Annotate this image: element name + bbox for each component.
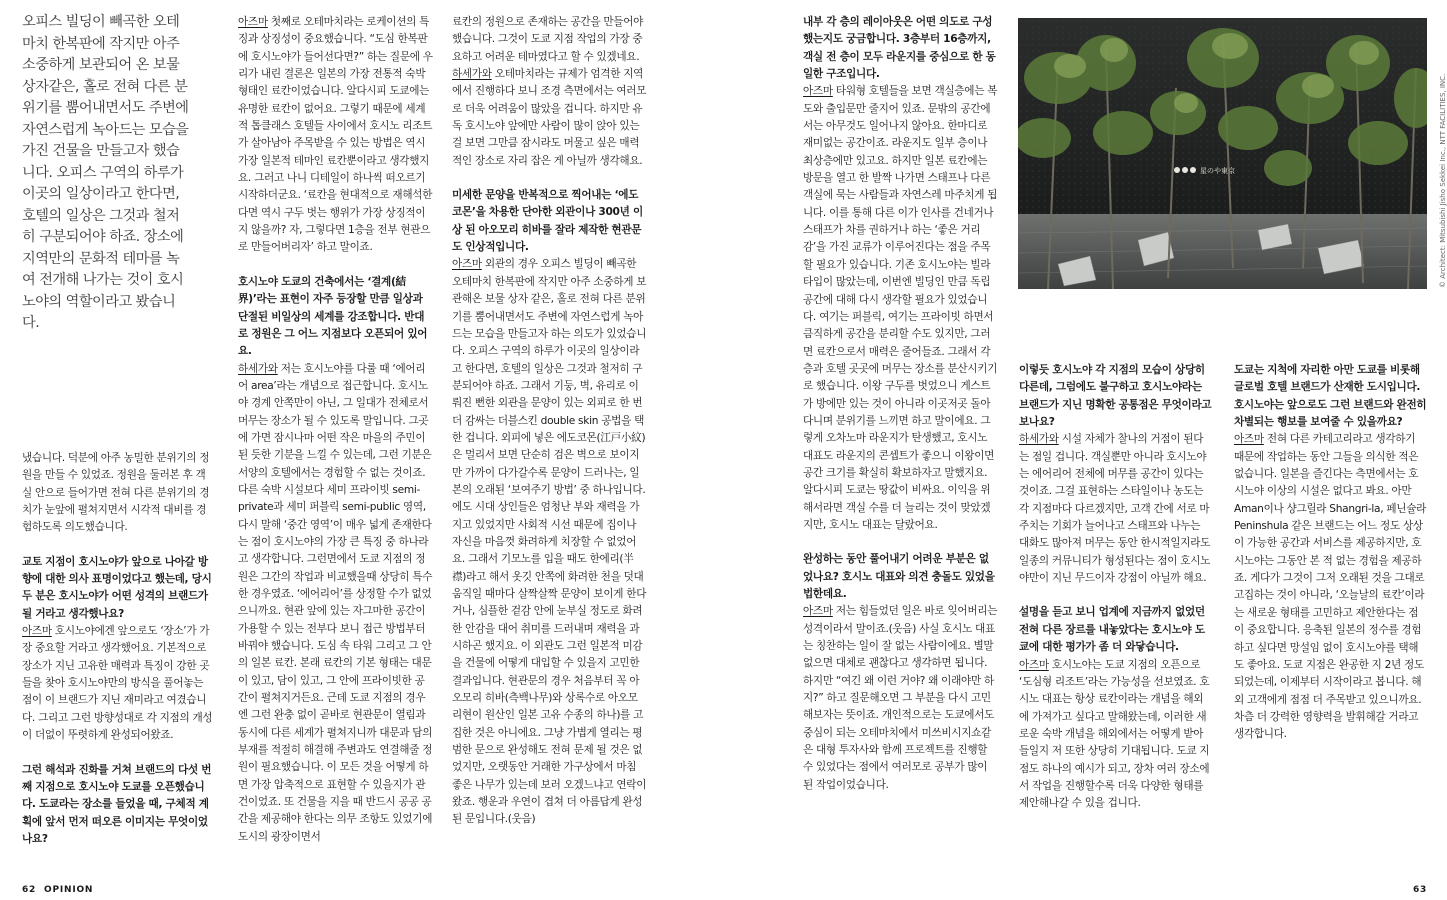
section-name: OPINION xyxy=(44,885,94,895)
speaker-name: 하세가와 xyxy=(1019,433,1059,446)
answer: 하세가와 오테마치라는 규제가 엄격한 지역에서 진행하다 보니 조경 측면에서는 여러모로 더욱 어려움이 많았을 겁니다. 하지만 유독 호시노야 앞에만 사람이 많이 앉아 있는 걸 보면 그만큼 잠시라도 머물고 싶은 매력적인 장소로 자리 잡은 게 아닐까 생각해요. xyxy=(452,68,647,167)
question: 완성하는 동안 풀어내기 어려운 부분은 없었나요? 호시노 대표와 의견 충돌도 있었을 법한데요. xyxy=(803,553,995,600)
column-1 xyxy=(22,450,215,848)
speaker-name: 아즈마 xyxy=(1019,658,1049,671)
answer: 아즈마 전혀 다른 카테고리라고 생각하기 때문에 작업하는 동안 그들을 의식한 적은 없습니다. 일본을 즐긴다는 측면에서는 호시노야 이상의 시설은 없다고 봐요. 아만 Aman이나 샹그릴라 Shangri-la, 페닌슐라 Peninshula 같은 브랜드는 어느 정도 상상이 가능한 공간과 서비스를 제공하지만, 호시노야는 그동안 본 적 없는 경험을 제공하죠. 게다가 그것이 그저 오래된 것을 그대로 고집하는 것이 아니라, ‘오늘날의 료칸’이라는 새로운 형태를 고민하고 제안한다는 점이 중요합니다. 응축된 일본의 정수를 경험하고 싶다면 망설임 없이 호시노야를 택해도 좋아요. 도쿄 지점은 완공한 지 2년 정도 되었는데, 이제부터 시작이라고 봅니다. 해외 고객에게 점점 더 주목받고 있으니까요. 차츰 더 강력한 영향력을 발휘해갈 거라고 생각합니다. xyxy=(1234,433,1427,741)
question: 교토 지점이 호시노야가 앞으로 나아갈 방향에 대한 의사 표명이었다고 했는데, 당시 두 분은 호시노야가 어떤 성격의 브랜드가 될 거라고 생각했나요? xyxy=(22,555,212,620)
answer: 아즈마 호시노야에겐 앞으로도 ‘장소’가 가장 중요할 거라고 생각했어요. 기본적으로 장소가 지닌 고유한 매력과 특징이 강한 곳들을 찾아 호시노야만의 방식을 풀어놓는 점이 이 브랜드가 지닌 재미라고 여겼습니다. 그리고 그런 방향성대로 각 지점의 개성이 더없이 뚜렷하게 완성되어왔죠. xyxy=(22,625,213,742)
speaker-name: 아즈마 xyxy=(803,605,833,618)
pull-quote: 오피스 빌딩이 빼곡한 오테마치 한복판에 작지만 아주 소중하게 보관되어 온 보물 상자같은, 홀로 전혀 다른 분위기를 뿜어내면서도 주변에 자연스럽게 녹아드는 모습을 가진 건물을 만들고자 했습니다. 오피스 구역의 하루가 이곳의 일상이라고 한다면, 호텔의 일상은 그것과 철저히 구분되어야 하죠. 장소에 지역만의 문화적 테마를 녹여 전개해 나가는 것이 호시노야의 역할이라고 봤습니다. xyxy=(22,14,189,331)
speaker-name: 하세가와 xyxy=(238,362,278,375)
answer: 아즈마 타워형 호텔들을 보면 객실층에는 복도와 출입문만 줄지어 있죠. 문밖의 공간에서는 아무것도 일어나지 않아요. 한마디로 재미없는 공간이죠. 라운지도 일부 층이나 최상층에만 있고요. 하지만 일본 료칸에는 방문을 열고 한 발짝 나가면 스태프나 다른 객실에 묵는 사람들과 자연스레 마주치게 됩니다. 이를 통해 다른 이가 인사를 건네거나 스태프가 차를 권하거나 하는 ‘좋은 거리감’을 가진 교류가 이루어진다는 점을 주목할 필요가 있습니다. 기존 호시노야는 빌라 타입이 많았는데, 이번엔 빌딩인 만큼 독립 공간에 대해 다시 생각할 필요가 있었습니다. 여기는 퍼블릭, 여기는 프라이빗 하면서 큼직하게 공간을 분리할 수도 있지만, 그러면 료칸으로서 매력은 줄어들죠. 그래서 각 층과 호텔 곳곳에 머무는 장소를 분산시키기로 했습니다. 이왕 구두를 벗었으니 게스트가 방에만 있는 것이 아니라 이곳저곳 돌아다니며 분위기를 느끼면 하고 말이에요. 그렇게 오차노마 라운지가 탄생했고, 호시노 대표도 라운지의 콘셉트가 좋으니 이왕이면 공간 크기를 확실히 확보하자고 말했지요. 알다시피 도쿄는 땅값이 비싸요. 이익을 위해서라면 객실 수를 더 늘리는 것이 맞았겠지만, 호시노 대표는 달랐어요. xyxy=(803,85,998,531)
question: 도쿄는 지척에 자리한 아만 도쿄를 비롯해 글로벌 호텔 브랜드가 산재한 도시입니다. 호시노야는 앞으로도 그런 브랜드와 완전히 차별되는 행보를 보여줄 수 있을까요? xyxy=(1234,364,1427,429)
answer: 아즈마 호시노야는 도쿄 지점의 오픈으로 ‘도심형 리조트’라는 가능성을 선보였죠. 호시노 대표는 항상 료칸이라는 개념을 해외에 가져가고 싶다고 말해왔는데, 이러한 새로운 숙박 개념을 해외에서는 어떻게 받아들일지 저 또한 상당히 기대됩니다. 도쿄 지점도 하나의 예시가 되고, 장차 여러 장소에서 작업을 진행할수록 더욱 다양한 형태를 제안해나갈 수 있을 겁니다. xyxy=(1019,658,1210,810)
page-number-left: 62 xyxy=(22,885,37,895)
question: 이렇듯 호시노야 각 지점의 모습이 상당히 다른데, 그럼에도 불구하고 호시노야라는 브랜드가 지닌 명확한 공통점은 무엇이라고 보나요? xyxy=(1019,364,1212,429)
speaker-name: 아즈마 xyxy=(22,625,52,638)
column-3 xyxy=(452,14,647,829)
hotel-entrance-photo xyxy=(1018,18,1427,289)
answer: 하세가와 저는 호시노야를 다룰 때 ‘에어리어 area’라는 개념으로 접근합니다. 호시노야 경계 안쪽만이 아닌, 그 일대가 전체로서 머무는 장소가 될 수 있도록 말입니다. 그곳에 가면 잠시나마 어떤 작은 마을의 주민이 된 듯한 기분을 느낄 수 있는데, 그런 기분은 서양의 호텔에서는 경험할 수 없는 것이죠. 다른 숙박 시설보다 세미 프라이빗 semi-private과 세미 퍼블릭 semi-public 영역, 다시 말해 ‘중간 영역’이 매우 넓게 존재한다는 점이 호시노야의 가장 큰 특징 중 하나라고 생각합니다. 그런면에서 도쿄 지점의 정원은 그간의 작업과 비교했을때 상당히 특수한 경우였죠. ‘에어리어’를 상정할 수가 없었으니까요. 현관 앞에 있는 자그마한 공간이 가용할 수 있는 전부다 보니 접근 방법부터 바꿔야 했습니다. 도심 속 타워 그리고 그 안의 일본 료칸. 본래 료칸의 기본 형태는 대문이 있고, 담이 있고, 그 안에 프라이빗한 공간이 펼쳐지거든요. 근데 도쿄 지점의 경우엔 그런 완충 없이 곧바로 현관문이 열림과 동시에 다른 세계가 펼쳐지니까 대문과 담의 부재를 적절히 해결해 주변과도 연결해줄 정원이 필요했습니다. 이 모든 것을 어떻게 하면 가장 압축적으로 표현할 수 있을지가 관건이었죠. 또 건물을 지을 때 반드시 공공 공간을 제공해야 한다는 의무 조항도 있었기에 도시의 광장이면서 xyxy=(238,362,433,843)
question: 내부 각 층의 레이아웃은 어떤 의도로 구성했는지도 궁금합니다. 3층부터 16층까지, 객실 전 층이 모두 라운지를 중심으로 한 동일한 구조입니다. xyxy=(803,16,996,81)
speaker-name: 아즈마 xyxy=(1234,433,1264,446)
photo-credit: © Architect: Mitsubishi Jisho Sekkei Inc., NTT FACILITIES, INC. xyxy=(1439,73,1447,288)
question: 그런 해석과 진화를 거쳐 브랜드의 다섯 번째 지점으로 호시노야 도쿄를 오픈했습니다. 도쿄라는 장소를 들었을 때, 구체적 계획에 앞서 먼저 떠오른 이미지는 무엇이었나요? xyxy=(22,763,212,845)
answer: 아즈마 첫째로 오테마치라는 로케이션의 특징과 상징성이 중요했습니다. “도심 한복판에 호시노야가 들어선다면?” 하는 질문에 우리가 내린 결론은 일본의 가장 전통적 숙박 형태인 료칸이었습니다. 알다시피 도쿄에는 유명한 료칸이 없어요. 그렇기 때문에 세계적 톱클래스 호텔들 사이에서 호시노 리조트가 살아남아 주목받을 수 있는 방법은 역시 가장 일본적 테마인 료칸뿐이라고 생각했지요. 그러고 나니 디테일이 하나씩 떠오르기 시작하더군요. ‘료칸을 현대적으로 재해석한다면 역시 구두 벗는 행위가 가장 상징적이지 않을까? 자, 그렇다면 1층을 전부 현관으로 만들어버리자’ 하고 말이죠. xyxy=(238,16,433,254)
hotel-sign: 星のや東京 xyxy=(1200,167,1235,175)
speaker-name: 아즈마 xyxy=(803,85,833,98)
column-5 xyxy=(1019,362,1212,813)
answer: 아즈마 저는 힘들었던 일은 바로 잊어버리는 성격이라서 말이죠.(웃음) 사실 호시노 대표는 칭찬하는 일이 잘 없는 사람이에요. 별말 없으면 대체로 괜찮다고 생각하면 됩니다. 하지만 “여긴 왜 이런 거야? 왜 이래야만 하지?” 하고 질문해오면 그 부분을 다시 고민해보자는 뜻이죠. 개인적으로는 도쿄에서도 중심이 되는 오테마치에서 미쓰비시지쇼같은 대형 투자사와 함께 프로젝트를 진행할 수 있었다는 점에서 여러모로 공부가 많이 된 작업이었습니다. xyxy=(803,605,998,791)
question: 설명을 듣고 보니 업계에 지금까지 없었던 전혀 다른 장르를 내놓았다는 호시노야 도쿄에 대한 평가가 좀 더 와닿습니다. xyxy=(1019,606,1205,654)
question: 미세한 문양을 반복적으로 찍어내는 ‘에도코몬’을 차용한 단아한 외관이나 300년 이상 된 아오모리 히바를 잘라 제작한 현관문도 인상적입니다. xyxy=(452,189,643,254)
speaker-name: 아즈마 xyxy=(452,258,482,271)
answer: 아즈마 외관의 경우 오피스 빌딩이 빼곡한 오테마치 한복판에 작지만 아주 소중하게 보관해온 보물 상자 같은, 홀로 전혀 다른 분위기를 뿜어내면서도 주변에 자연스럽게 녹아드는 모습을 만들고자 하는 의도가 있었습니다. 오피스 구역의 하루가 이곳의 일상이라고 한다면, 호텔의 일상은 그것과 철저히 구분되어야 하죠. 그래서 기둥, 벽, 유리로 이뤄진 뻔한 외관을 문양이 있는 외피로 한 번 더 감싸는 더블스킨 double skin 공법을 택한 겁니다. 외피에 넣은 에도코몬(江戸小紋)은 멀리서 보면 단순히 검은 벽으로 보이지만 가까이 다가갈수록 문양이 드러나는, 일본의 오래된 ‘보여주기 방법’ 중 하나입니다. 에도 시대 상인들은 엄청난 부와 재력을 가지고 있었지만 사회적 시선 때문에 집이나 자신을 마음껏 화려하게 치장할 수 없었어요. 그래서 기모노를 입을 때도 한에리(半襟)라고 해서 옷깃 안쪽에 화려한 천을 덧대 움직일 때마다 살짝살짝 문양이 보이게 한다거나, 심플한 겉감 안에 눈부실 정도로 화려한 안감을 대어 취미를 드러내며 재력을 과시하곤 했지요. 이 외관도 그런 일본적 미감을 건물에 어떻게 대입할 수 있을지 고민한 결과입니다. 현관문의 경우 처음부터 꼭 아오모리 히바(측백나무)와 상록수로 아오모리현이 원산인 일본 고유 수종의 하나)를 고집한 것은 아니에요. 그냥 가볍게 열리는 평범한 문으로 완성해도 전혀 문제 될 것은 없었지만, 오랫동안 거래한 가구상에서 마침 좋은 나무가 있는데 보러 오겠느냐고 연락이 왔죠. 행운과 우연이 겹쳐 더 아름답게 완성된 문입니다.(웃음) xyxy=(452,258,647,826)
paragraph: 냈습니다. 덕분에 아주 농밀한 분위기의 정원을 만들 수 있었죠. 정원을 둘러본 후 객실 안으로 들어가면 전혀 다른 분위기의 경치가 눈앞에 펼쳐지면서 시각적 대비를 경험하도록 의도했습니다. xyxy=(22,452,210,534)
column-2 xyxy=(238,14,433,846)
column-4 xyxy=(803,14,998,794)
column-6 xyxy=(1234,362,1427,744)
page-number-right: 63 xyxy=(1413,885,1428,895)
answer: 하세가와 시설 자체가 찰나의 거점이 된다는 점일 겁니다. 객실뿐만 아니라 호시노야는 에어리어 전체에 머무를 공간이 있다는 것이죠. 그걸 표현하는 스타일이나 농도는 각 지점마다 다르겠지만, 고객 간에 서로 마주치는 기회가 늘어나고 스태프와 나누는 대화도 많아져 머무는 동안 한시적일지라도 일종의 커뮤니티가 형성된다는 점이 호시노야만이 지닌 무드이자 강점이 아닐까 해요. xyxy=(1019,433,1211,585)
speaker-name: 하세가와 xyxy=(452,68,492,81)
question: 호시노야 도쿄의 건축에서는 ‘결계(結界)’라는 표현이 자주 등장할 만큼 일상과 단절된 비일상의 세계를 강조합니다. 반대로 정원은 그 어느 지점보다 오픈되어 있어요. xyxy=(238,275,428,358)
paragraph: 료칸의 정원으로 존재하는 공간을 만들어야 했습니다. 그것이 도쿄 지점 작업의 가장 중요하고 어려운 테마였다고 할 수 있겠네요. xyxy=(452,16,644,63)
speaker-name: 아즈마 xyxy=(238,16,268,28)
